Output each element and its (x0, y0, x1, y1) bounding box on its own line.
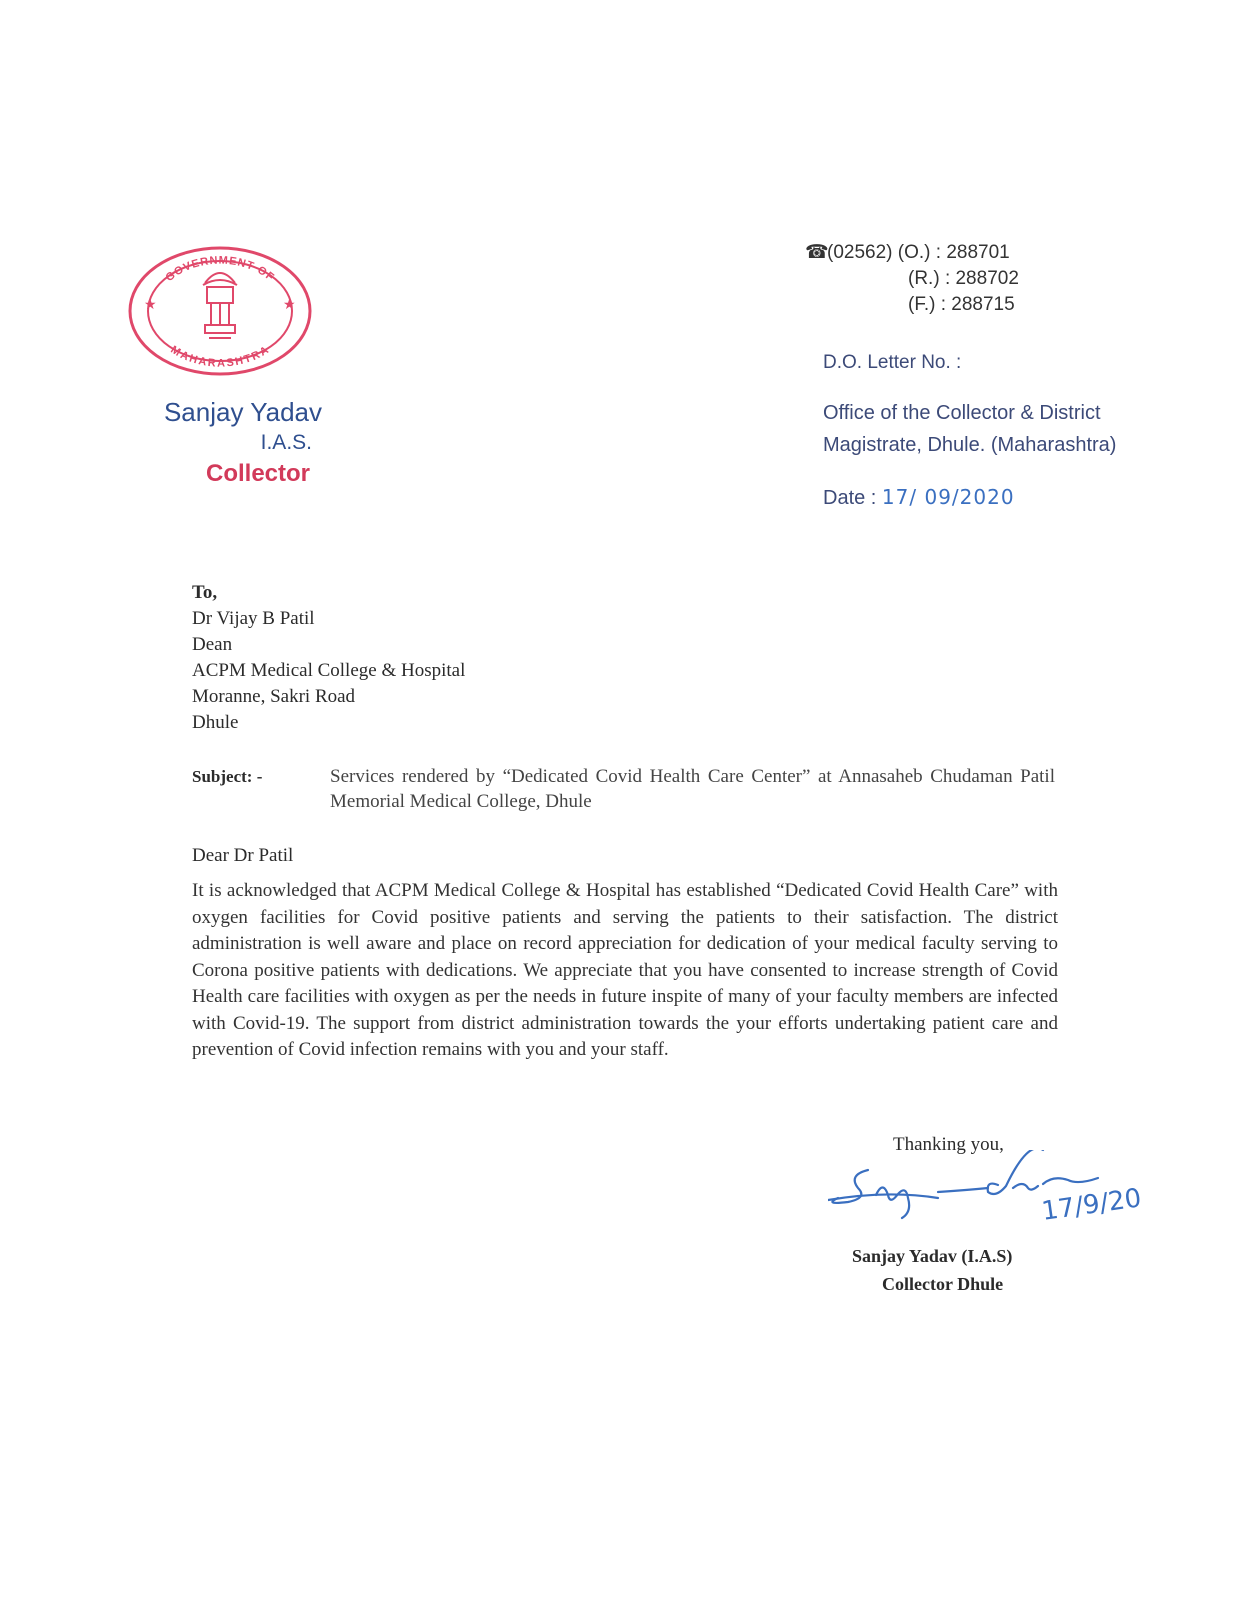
officer-designation: Collector (205, 460, 310, 487)
phone-number-residence: : 288702 (944, 268, 1019, 289)
signature-date: 17/9/20 (1039, 1183, 1144, 1227)
contact-block (805, 240, 1065, 318)
officer-service: I.A.S. (260, 431, 312, 454)
letter-body: It is acknowledged that ACPM Medical College & Hospital has established “Dedicated Covid Health Care” with oxygen facilities for Covid positive patients and serving the patients to their satisfaction. The district administration is well aware and place on record appreciation for dedication of your medical faculty serving to Corona positive patients with dedications. We appreciate that you have consented to increase strength of Covid Health care facilities with oxygen as per the needs in future inspite of many of your faculty members are infected with Covid-19. The support from district administration towards the your efforts undertaking patient care and prevention of Covid infection remains with you and your staff. (192, 880, 1058, 1060)
subject-text: Services rendered by “Dedicated Covid Health Care Center” at Annasaheb Chudaman Patil Memorial Medical College, Dhule (330, 766, 1055, 812)
national-emblem-icon (203, 273, 237, 338)
to-label: To, (192, 582, 218, 603)
signer-name: Sanjay Yadav (I.A.S) (852, 1246, 1013, 1266)
date-label: Date : (823, 487, 882, 509)
do-letter-number: D.O. Letter No. : (823, 352, 962, 373)
officer-name: Sanjay Yadav (163, 397, 322, 427)
phone-number-fax: : 288715 (940, 294, 1015, 315)
recipient-institution: ACPM Medical College & Hospital (192, 660, 466, 681)
office-address-line1: Office of the Collector & District (823, 402, 1101, 424)
phone-number-office: : 288701 (935, 242, 1010, 263)
subject-label: Subject: - (192, 767, 263, 786)
office-address-line2: Magistrate, Dhule. (Maharashtra) (823, 434, 1117, 456)
seal-top-text: GOVERNMENT OF (163, 254, 277, 285)
government-seal (125, 243, 315, 378)
phone-label-residence: (R.) (908, 268, 940, 289)
seal-star-right-icon: ★ (283, 298, 296, 313)
handwritten-signature (828, 1150, 1188, 1245)
signer-title: Collector Dhule (882, 1274, 1004, 1294)
phone-label-office: (O.) (897, 242, 931, 263)
recipient-name: Dr Vijay B Patil (192, 608, 315, 629)
closing-thanks: Thanking you, (893, 1134, 1004, 1155)
seal-star-left-icon: ★ (144, 298, 157, 313)
recipient-address (192, 580, 465, 736)
date-value: 17/ 09/2020 (881, 485, 1015, 509)
phone-label-fax: (F.) (908, 294, 936, 315)
seal-bottom-text: MAHARASHTRA (168, 343, 272, 370)
telephone-icon: ☎ (805, 242, 829, 263)
recipient-title: Dean (192, 634, 233, 655)
recipient-city: Dhule (192, 712, 239, 733)
salutation: Dear Dr Patil (192, 845, 294, 866)
recipient-street: Moranne, Sakri Road (192, 686, 356, 707)
letter-date (823, 485, 1015, 510)
svg-text:MAHARASHTRA (168, 344, 271, 370)
phone-code: (02562) (827, 242, 893, 263)
